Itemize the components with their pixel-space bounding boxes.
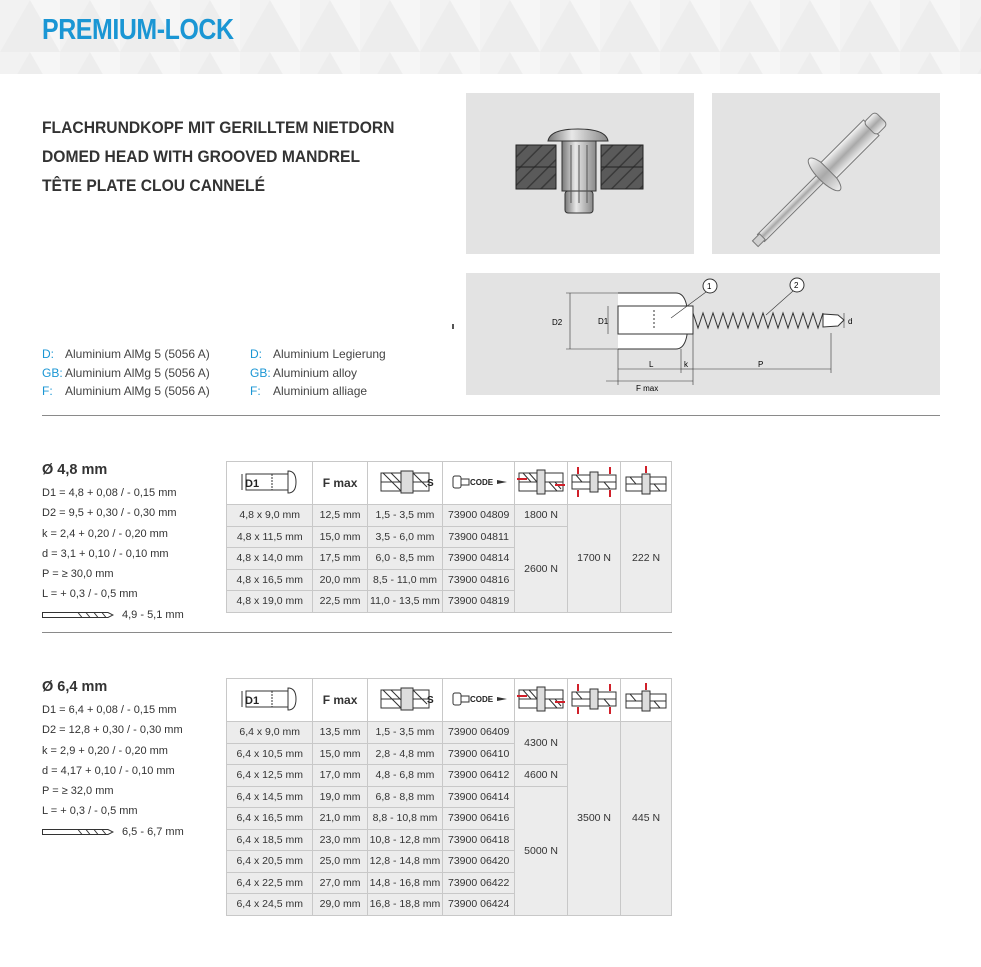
callout-2: 2	[794, 281, 799, 290]
cell-code: 73900 06422	[443, 872, 515, 894]
col-shear	[515, 462, 568, 505]
cell-shear: 4600 N	[515, 765, 568, 787]
cell-grip: 8,5 - 11,0 mm	[367, 569, 443, 591]
cell-shear: 2600 N	[515, 526, 568, 612]
cell-shear: 5000 N	[515, 786, 568, 915]
table-row	[227, 722, 672, 744]
cell-code: 73900 06424	[443, 894, 515, 916]
col-tensile	[568, 679, 621, 722]
cell-code: 73900 06409	[443, 722, 515, 744]
col-size	[227, 679, 313, 722]
cell-grip: 14,8 - 16,8 mm	[367, 872, 443, 894]
diameter-title: Ø 6,4 mm	[42, 679, 108, 695]
col-fmax: F max	[313, 679, 367, 722]
cell-code: 73900 04809	[443, 505, 515, 527]
cell-fmax: 23,0 mm	[313, 829, 367, 851]
rivet-d1-icon	[232, 682, 308, 716]
table-header-row	[227, 462, 672, 505]
cell-fmax: 22,5 mm	[313, 591, 367, 613]
svg-text:S: S	[426, 694, 434, 706]
rivet-section-illustration	[466, 93, 694, 254]
cell-grip: 10,8 - 12,8 mm	[367, 829, 443, 851]
title-fr: TÊTE PLATE CLOU CANNELÉ	[42, 176, 266, 195]
cell-code: 73900 04819	[443, 591, 515, 613]
cell-grip: 3,5 - 6,0 mm	[367, 526, 443, 548]
cell-shear: 4300 N	[515, 722, 568, 765]
cross-section-image	[466, 93, 694, 254]
cell-code: 73900 04814	[443, 548, 515, 570]
cell-tensile: 3500 N	[568, 722, 621, 916]
cell-grip: 11,0 - 13,5 mm	[367, 591, 443, 613]
data-table-64	[226, 678, 672, 916]
head-retention-icon	[622, 465, 670, 499]
col-tensile	[568, 462, 621, 505]
table-header-row	[227, 679, 672, 722]
drill-bit-icon	[42, 828, 114, 836]
cell-grip: 1,5 - 3,5 mm	[367, 722, 443, 744]
cell-grip: 6,0 - 8,5 mm	[367, 548, 443, 570]
cell-code: 73900 06412	[443, 765, 515, 787]
label-k: k	[684, 360, 688, 369]
data-table-48	[226, 461, 672, 613]
cell-code: 73900 06420	[443, 851, 515, 873]
label-D1: D1	[598, 317, 609, 326]
cell-size: 6,4 x 10,5 mm	[227, 743, 313, 765]
cell-fmax: 21,0 mm	[313, 808, 367, 830]
cell-code: 73900 06414	[443, 786, 515, 808]
title-en: DOMED HEAD WITH GROOVED MANDREL	[42, 147, 361, 166]
material-left: D: Aluminium AlMg 5 (5056 A) GB: Aluminium AlMg 5 (5056 A) F: Aluminium AlMg 5 (5056 A)	[42, 347, 210, 398]
callout-1: 1	[707, 282, 712, 291]
col-shear	[515, 679, 568, 722]
table-row	[227, 505, 672, 527]
header-banner	[0, 0, 981, 74]
svg-text:CODE: CODE	[469, 694, 493, 704]
cell-code: 73900 06418	[443, 829, 515, 851]
cell-code: 73900 06410	[443, 743, 515, 765]
cell-fmax: 19,0 mm	[313, 786, 367, 808]
cell-fmax: 15,0 mm	[313, 526, 367, 548]
cell-fmax: 12,5 mm	[313, 505, 367, 527]
cell-fmax: 13,5 mm	[313, 722, 367, 744]
cell-grip: 2,8 - 4,8 mm	[367, 743, 443, 765]
label-Fmax: F max	[636, 384, 659, 393]
col-fmax: F max	[313, 462, 367, 505]
col-code	[443, 679, 515, 722]
product-titles	[42, 113, 425, 200]
technical-drawing	[466, 273, 940, 395]
shear-icon	[515, 465, 567, 499]
drill-bit-icon	[42, 611, 114, 619]
cell-size: 6,4 x 16,5 mm	[227, 808, 313, 830]
brand-title: PREMIUM-LOCK	[42, 14, 234, 46]
cell-fmax: 17,5 mm	[313, 548, 367, 570]
rivet-3d-illustration	[712, 93, 940, 254]
diameter-title: Ø 4,8 mm	[42, 462, 108, 478]
col-grip	[367, 679, 443, 722]
cell-size: 4,8 x 19,0 mm	[227, 591, 313, 613]
cell-size: 6,4 x 20,5 mm	[227, 851, 313, 873]
cell-code: 73900 04816	[443, 569, 515, 591]
cell-size: 6,4 x 18,5 mm	[227, 829, 313, 851]
title-de: FLACHRUNDKOPF MIT GERILLTEM NIETDORN	[42, 118, 395, 137]
drill-size: 4,9 - 5,1 mm	[122, 608, 184, 621]
cell-head: 222 N	[621, 505, 672, 613]
tensile-icon	[568, 682, 620, 716]
col-size	[227, 462, 313, 505]
cell-grip: 4,8 - 6,8 mm	[367, 765, 443, 787]
col-grip	[367, 462, 443, 505]
label-d: d	[848, 317, 853, 326]
cell-fmax: 17,0 mm	[313, 765, 367, 787]
cell-fmax: 29,0 mm	[313, 894, 367, 916]
label-P: P	[758, 360, 764, 369]
cell-fmax: 27,0 mm	[313, 872, 367, 894]
cell-code: 73900 06416	[443, 808, 515, 830]
cell-size: 6,4 x 14,5 mm	[227, 786, 313, 808]
col-head	[621, 679, 672, 722]
cell-grip: 6,8 - 8,8 mm	[367, 786, 443, 808]
drill-size: 6,5 - 6,7 mm	[122, 825, 184, 838]
svg-text:CODE: CODE	[469, 477, 493, 487]
cell-fmax: 20,0 mm	[313, 569, 367, 591]
spec-block-64: Ø 6,4 mm D1 = 6,4 + 0,08 / - 0,15 mm D2 = 12,8 + 0,30 / - 0,30 mm k = 2,9 + 0,20 / - 0,20 mm d = 4,17 + 0,10 / - 0,10 mm P = ≥ 32,0 mm L = + 0,3 / - 0,5 mm 6,5 - 6,7 mm	[42, 679, 184, 838]
cell-head: 445 N	[621, 722, 672, 916]
head-retention-icon	[622, 682, 670, 716]
cell-size: 6,4 x 24,5 mm	[227, 894, 313, 916]
svg-text:D1: D1	[244, 477, 259, 490]
cell-fmax: 15,0 mm	[313, 743, 367, 765]
cell-size: 6,4 x 12,5 mm	[227, 765, 313, 787]
label-D2: D2	[552, 318, 563, 327]
cell-size: 4,8 x 11,5 mm	[227, 526, 313, 548]
col-head	[621, 462, 672, 505]
section-divider-mid	[42, 632, 672, 633]
cell-size: 4,8 x 9,0 mm	[227, 505, 313, 527]
dimension-drawing	[466, 273, 940, 395]
cell-grip: 1,5 - 3,5 mm	[367, 505, 443, 527]
cell-size: 6,4 x 9,0 mm	[227, 722, 313, 744]
svg-text:S: S	[426, 477, 434, 489]
cell-size: 4,8 x 14,0 mm	[227, 548, 313, 570]
code-icon	[445, 682, 513, 716]
grip-range-icon	[371, 465, 439, 499]
cell-code: 73900 04811	[443, 526, 515, 548]
rivet-d1-icon	[232, 465, 308, 499]
code-icon	[445, 465, 513, 499]
cell-fmax: 25,0 mm	[313, 851, 367, 873]
cell-grip: 12,8 - 14,8 mm	[367, 851, 443, 873]
col-code	[443, 462, 515, 505]
shear-icon	[515, 682, 567, 716]
tensile-icon	[568, 465, 620, 499]
material-right: D: Aluminium Legierung GB: Aluminium alloy F: Aluminium alliage	[250, 347, 386, 398]
rivet-photo	[712, 93, 940, 254]
cell-size: 4,8 x 16,5 mm	[227, 569, 313, 591]
cell-tensile: 1700 N	[568, 505, 621, 613]
cell-size: 6,4 x 22,5 mm	[227, 872, 313, 894]
cell-grip: 16,8 - 18,8 mm	[367, 894, 443, 916]
svg-text:D1: D1	[244, 694, 259, 707]
label-L: L	[649, 360, 654, 369]
stray-mark	[452, 324, 454, 329]
cell-grip: 8,8 - 10,8 mm	[367, 808, 443, 830]
grip-range-icon	[371, 682, 439, 716]
spec-block-48: Ø 4,8 mm D1 = 4,8 + 0,08 / - 0,15 mm D2 = 9,5 + 0,30 / - 0,30 mm k = 2,4 + 0,20 / - 0,20 mm d = 3,1 + 0,10 / - 0,10 mm P = ≥ 30,0 mm L = + 0,3 / - 0,5 mm 4,9 - 5,1 mm	[42, 462, 184, 621]
cell-shear: 1800 N	[515, 505, 568, 527]
section-divider-top	[42, 415, 940, 416]
